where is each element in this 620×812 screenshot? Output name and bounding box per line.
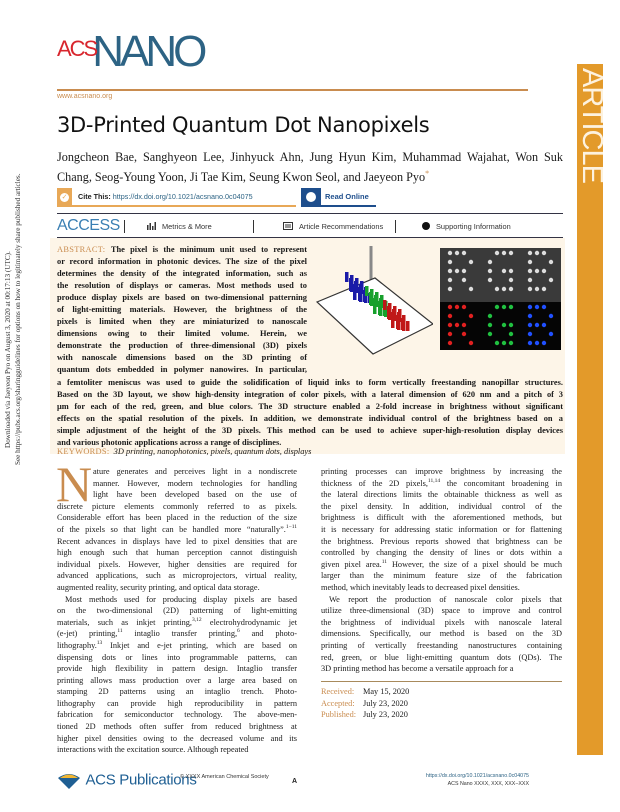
text-line	[57, 686, 297, 698]
pixel-dot	[455, 305, 459, 309]
text-run: We report the production of nanoscale color pixels that	[329, 594, 562, 604]
text-line	[57, 256, 307, 268]
pixel-dot	[535, 305, 539, 309]
pixel-dot	[509, 323, 513, 327]
text-line	[57, 721, 297, 733]
date-received: Received: May 15, 2020	[321, 687, 410, 696]
text-line	[321, 524, 562, 536]
text-run: quantum dots embedded in polymer nanowires. In particular,	[57, 365, 307, 375]
pixel-dot	[549, 332, 553, 336]
pixel-dot	[535, 287, 539, 291]
supporting-info-link[interactable]: Supporting Information	[422, 222, 511, 232]
text-line	[57, 340, 307, 352]
text-run: larger than the minimum feature size of the fabrication	[321, 571, 562, 581]
pixel-dot	[535, 323, 539, 327]
pixel-dot	[502, 305, 506, 309]
text-run: the lateral directions limits the obtainable thickness as well as	[321, 490, 562, 500]
text-run: advanced applications, such as microprojectors, virtual reality,	[57, 571, 297, 581]
text-line	[57, 280, 307, 292]
nanopillar	[387, 306, 391, 319]
text-line	[57, 377, 563, 389]
text-run: determines the density of the integrated information, such as	[57, 269, 307, 279]
pixel-dot	[528, 278, 532, 282]
text-run: interactions with the excitation source. Although repeated	[57, 745, 249, 755]
text-line	[57, 594, 297, 606]
text-line	[321, 466, 562, 478]
author-list: Jongcheon Bae, Sanghyeon Lee, Jinhyuck Ahn, Jung Hyun Kim, Muhammad Wajahat, Won Suk Chang, Seog-Young Yoon, Ji Tae Kim, Seung Kwon Seol, and Jaeyeon Pyo*	[57, 150, 563, 184]
text-run: effects on the spatial resolution of the pixels. In addition, we demonstrate individual control of the brightness based on a	[57, 413, 563, 423]
text-line	[321, 501, 562, 513]
pixel-dot	[509, 341, 513, 345]
date-accepted: Accepted: July 23, 2020	[321, 698, 408, 708]
pixel-dot	[502, 323, 506, 327]
page-footer	[57, 770, 563, 800]
text-run: produce display pixels are based on two-dimensional patterning	[57, 293, 307, 303]
article-type-tab: ARTICLE	[577, 64, 603, 755]
pixel-dot	[542, 323, 546, 327]
pixel-dot	[528, 314, 532, 318]
text-run: a femtoliter meniscus was used to guide the solidification of liquid inks to form vertically freestanding nanopillar structures.	[57, 377, 563, 387]
text-line	[321, 570, 562, 582]
pixel-dot	[448, 251, 452, 255]
pixel-dot	[495, 341, 499, 345]
text-run: given pixel area.	[321, 559, 382, 569]
text-run: Most methods used for producing display pixels are based	[65, 594, 297, 604]
read-online-label: Read Online	[325, 192, 369, 201]
text-line	[321, 617, 562, 629]
download-notice	[4, 173, 34, 465]
pixel-dot	[502, 287, 506, 291]
pixel-dot	[488, 314, 492, 318]
pixel-dot	[549, 314, 553, 318]
doi-link[interactable]: https://dx.doi.org/10.1021/acsnano.0c04075	[112, 192, 253, 201]
text-line	[321, 663, 562, 675]
cite-this	[57, 188, 296, 207]
text-line	[57, 466, 297, 478]
text-run: individual pixels. However, higher densities are required for	[57, 559, 297, 569]
text-line	[321, 640, 562, 652]
text-line	[57, 582, 297, 594]
text-run: method, which inevitably leads to decreased pixel densities.	[321, 582, 520, 592]
nanopillar	[383, 300, 387, 310]
text-line	[57, 352, 307, 364]
text-run: dimensions. Specifically, our method is based on the 3D	[321, 629, 562, 639]
citation-ref[interactable]: 1−11	[285, 523, 297, 530]
pixel-dot	[488, 260, 492, 264]
nanopillar	[378, 301, 382, 315]
text-line	[321, 489, 562, 501]
text-line	[57, 389, 563, 401]
pixel-dot	[448, 260, 452, 264]
pixel-dot	[448, 314, 452, 318]
text-line	[321, 559, 562, 571]
pixel-dot	[502, 341, 506, 345]
text-run: higher pixel densities owing to the decreased volume and its	[57, 733, 297, 743]
text-run: provide high flexibility in pattern design. Intaglio transfer	[57, 664, 297, 674]
pixel-dot	[535, 251, 539, 255]
text-run: intaglio transfer printing,	[122, 629, 238, 639]
pixel-dot	[528, 269, 532, 273]
body-column-left	[57, 466, 297, 756]
pixel-dot	[549, 278, 553, 282]
pixel-dot	[448, 323, 452, 327]
text-line	[57, 268, 307, 280]
text-run: of the pixels so that light can be handled more “naturally”.	[57, 524, 286, 534]
text-run: electrohydrodynamic jet	[201, 617, 298, 627]
nanopillar	[396, 315, 400, 329]
divider	[253, 220, 254, 233]
keywords: KEYWORDS: 3D printing, nanophotonics, pixels, quantum dots, displays	[57, 447, 312, 456]
text-line	[57, 413, 563, 425]
text-run: of light-emitting materials. However, the brightness of the	[57, 305, 307, 315]
nanopillar	[345, 272, 349, 282]
text-line	[57, 292, 307, 304]
citation-ref[interactable]: 11,14	[427, 477, 441, 484]
text-run: the brightness of individual pixels with nanoscale lateral	[321, 617, 562, 627]
journal-logo: ACSNANO	[57, 27, 204, 76]
pixel-dot	[542, 269, 546, 273]
text-line	[321, 594, 562, 606]
pixel-dot	[535, 269, 539, 273]
citation-ref[interactable]: 6	[237, 628, 240, 635]
text-run: discrete picture elements commonly referred to as pixels.	[57, 501, 297, 511]
text-line	[57, 244, 307, 256]
pixel-dot	[528, 251, 532, 255]
text-run: and various photonic applications across a range of disciplines.	[57, 437, 282, 447]
pixel-dot	[488, 269, 492, 273]
text-run: (e-jet) printing,	[57, 629, 118, 639]
text-line	[57, 316, 307, 328]
read-online-button[interactable]	[301, 188, 376, 207]
text-run: lithography can provide high reproducibility in pattern	[57, 698, 297, 708]
text-run: the concomitant broadening in	[440, 478, 562, 488]
nanopillar	[391, 312, 395, 328]
pixel-dot	[542, 287, 546, 291]
pixel-dot	[488, 332, 492, 336]
acs-shield-icon	[57, 770, 81, 790]
drop-cap: N	[56, 456, 93, 512]
pixel-dot	[509, 305, 513, 309]
pixel-dot	[462, 332, 466, 336]
text-run: it is necessary for addressing static information or for flattening	[321, 524, 562, 534]
pixel-dot	[502, 251, 506, 255]
citation-ref[interactable]: 11	[117, 628, 123, 635]
pixel-dot	[542, 341, 546, 345]
text-run: the brightness. Previous reports showed that brightness can be	[321, 536, 562, 546]
pixel-dot	[495, 287, 499, 291]
text-line	[321, 628, 562, 640]
text-run: manner. However, modern technologies for handling	[93, 478, 297, 488]
toc-graphic-3d-pixels	[315, 244, 433, 364]
text-line	[57, 570, 297, 582]
text-line	[57, 628, 297, 640]
text-run: printing processes can improve brightness by increasing the	[321, 467, 562, 476]
text-line	[321, 536, 562, 548]
text-run: The pixel is the minimum unit used to represent	[110, 245, 307, 254]
text-run: on the two-dimensional (2D) patterning of light-emitting	[57, 606, 297, 616]
text-run: red, green, or blue light-emitting quantum dots (QDs). The	[321, 652, 562, 662]
pixel-dot	[509, 251, 513, 255]
text-line	[57, 536, 297, 548]
pixel-dot	[455, 251, 459, 255]
abstract-label: ABSTRACT:	[57, 245, 111, 254]
corresponding-author-mark: *	[425, 168, 430, 178]
pixel-dot	[549, 260, 553, 264]
text-run: the resolution of displays or cameras. Most methods used to	[57, 281, 307, 291]
text-run: lithography.	[57, 640, 97, 650]
text-run: light have been developed based on the use of	[93, 490, 297, 500]
text-run: materials, such as inkjet printing,	[57, 617, 193, 627]
globe-icon	[301, 188, 321, 206]
text-run: μm for each of the red, green, and blue colors. The 3D structure enabled a 2-fold increase in brightness without significant	[57, 401, 563, 411]
text-run: stamping 2D patterns using an intaglio trench. Photo-	[57, 687, 297, 697]
text-run: ature generates and perceives light in a nondiscrete	[93, 467, 297, 476]
text-line	[57, 617, 297, 629]
pixel-dot	[455, 269, 459, 273]
date-published: Published: July 23, 2020	[321, 710, 408, 719]
text-run: Inkjet and e-jet printing, which are based on	[102, 640, 297, 650]
pixel-dot	[509, 278, 513, 282]
page-title: 3D-Printed Quantum Dot Nanopixels	[57, 113, 430, 137]
citation-ref[interactable]: 3,12	[192, 616, 202, 623]
text-line	[57, 640, 297, 652]
text-line	[321, 547, 562, 559]
supporting-info-icon	[422, 222, 430, 232]
text-run: with nanoscale dimensions based on the 3D printing of	[57, 353, 307, 363]
nanopillar	[373, 298, 377, 314]
copyright: © XXXX American Chemical Society	[180, 774, 269, 780]
text-line	[57, 524, 297, 536]
download-notice-line: Downloaded via Jaeyeon Pyo on August 3, 2020 at 00:17:13 (UTC).	[4, 251, 12, 449]
bar-chart-icon	[147, 222, 156, 232]
text-run: controlled by changing the density of lines or dots within a	[321, 548, 562, 558]
pixel-dot	[528, 260, 532, 264]
nanopillar	[349, 278, 353, 291]
pixel-dot	[462, 323, 466, 327]
nanopillar	[401, 318, 405, 330]
nanopillar	[365, 286, 369, 296]
text-line	[57, 304, 307, 316]
pixel-dot	[448, 278, 452, 282]
pixel-dot	[528, 287, 532, 291]
pixel-dot	[542, 305, 546, 309]
access-label: ACCESS	[57, 217, 120, 234]
text-run: augmented reality, security printing, and optical data storage.	[57, 582, 260, 592]
pixel-dot	[509, 287, 513, 291]
metrics-link[interactable]: Metrics & More	[147, 222, 212, 232]
text-line	[57, 675, 297, 687]
text-line	[57, 547, 297, 559]
divider	[395, 220, 396, 233]
text-line	[57, 709, 297, 721]
dates-rule	[321, 681, 562, 682]
text-run: tioned 2D methods often suffer from reduced brightness at	[57, 722, 297, 732]
check-icon: ✓	[57, 188, 72, 206]
text-line	[57, 559, 297, 571]
access-bar	[57, 213, 563, 238]
text-line	[57, 425, 563, 437]
text-run: thickness of the 2D pixels,	[321, 478, 428, 488]
text-run: pixels is limited when they are miniaturized to nanoscale	[57, 317, 307, 327]
document-icon	[283, 222, 293, 232]
text-run: demonstrate the production of three-dimensional (3D) pixels	[57, 341, 307, 351]
text-line	[57, 328, 307, 340]
text-line	[57, 663, 297, 675]
pixel-dot	[448, 287, 452, 291]
nanopillar	[406, 321, 410, 331]
header-rule	[57, 89, 528, 91]
pixel-dot	[448, 341, 452, 345]
pixel-dot	[462, 269, 466, 273]
text-line	[321, 478, 562, 490]
citation-ref[interactable]: 11	[381, 558, 388, 565]
pixel-dot	[535, 341, 539, 345]
pixel-dot	[528, 305, 532, 309]
text-run: the pixel density. In addition, individual control of the	[321, 501, 562, 511]
recommendations-link[interactable]: Article Recommendations	[283, 222, 383, 232]
pixel-dot	[462, 251, 466, 255]
text-run: or record information in photonic devices. The size of the pixel	[57, 257, 307, 267]
cite-label: Cite This:	[78, 192, 111, 201]
pixel-dot	[509, 269, 513, 273]
text-line	[57, 605, 297, 617]
pixel-dot	[462, 305, 466, 309]
journal-url[interactable]: www.acsnano.org	[57, 93, 113, 100]
text-line	[57, 512, 297, 524]
text-line	[321, 652, 562, 664]
text-line	[57, 364, 307, 376]
pixel-dot	[528, 332, 532, 336]
text-line	[321, 605, 562, 617]
text-line	[321, 512, 562, 524]
pixel-dot	[448, 269, 452, 273]
footer-doi-link[interactable]: https://dx.doi.org/10.1021/acsnano.0c04075	[425, 773, 529, 779]
text-run: dimensions owing to their limited volume. Herein, we	[57, 329, 307, 339]
abstract-text-left	[57, 244, 307, 377]
text-run: brightness is difficult with the aforementioned methods, but	[321, 513, 562, 523]
pixel-dot	[469, 341, 473, 345]
text-line	[57, 744, 297, 756]
page-number: A	[292, 778, 298, 785]
text-line	[57, 489, 297, 501]
body-column-right	[321, 466, 562, 675]
nanopillar	[369, 292, 373, 305]
pixel-dot	[528, 323, 532, 327]
pixel-dot	[488, 278, 492, 282]
citation-ref[interactable]: 13	[96, 639, 103, 646]
text-line	[57, 652, 297, 664]
text-run: printing of vertically freestanding nanostructures containing	[321, 640, 562, 650]
text-line	[57, 733, 297, 745]
text-run: high enough such that human perception cannot distinguish	[57, 548, 297, 558]
pixel-dot	[495, 305, 499, 309]
divider	[124, 220, 125, 233]
text-run: utilize three-dimensional (3D) space to improve and control	[321, 606, 562, 616]
pixel-dot	[542, 251, 546, 255]
text-run: Recent advances in displays have led to pixel densities that are	[57, 536, 297, 546]
text-run: dispensing dots or lines into programmable patterns, can	[57, 652, 297, 662]
pixel-dot	[469, 260, 473, 264]
text-line	[57, 478, 297, 490]
text-line	[57, 401, 563, 413]
text-run: simple adjustment of the height of the 3D pixels. This method can be used to achieve super-high-resolution display devices	[57, 425, 563, 435]
pixel-dot	[469, 287, 473, 291]
text-line	[57, 501, 297, 513]
toc-graphic-rgb-image	[440, 248, 561, 350]
sharing-notice-line: See https://pubs.acs.org/sharingguidelines for options on how to legitimately share published articles.	[14, 173, 22, 465]
text-run: 3D printing method has become a versatile approach for a	[321, 664, 514, 674]
acs-publications-logo: ACS Publications	[57, 770, 197, 790]
footer-citation: ACS Nano XXXX, XXX, XXX−XXX	[447, 781, 529, 787]
pixel-dot	[502, 269, 506, 273]
nanopillar	[358, 287, 362, 301]
text-line	[321, 582, 562, 594]
text-run: printing allows mass production over a large area based on	[57, 675, 297, 685]
text-line	[57, 698, 297, 710]
pixel-dot	[455, 323, 459, 327]
pixel-dot	[495, 251, 499, 255]
pixel-dot	[462, 278, 466, 282]
pixel-dot	[509, 332, 513, 336]
pixel-dot	[448, 332, 452, 336]
pixel-dot	[469, 314, 473, 318]
pixel-dot	[528, 341, 532, 345]
publication-dates	[321, 686, 409, 721]
abstract-text-full	[57, 377, 563, 449]
text-run: Based on the 3D layout, we show high-density integration of color pixels, with a lateral dimension of 620 nm and a pitch of 3	[57, 389, 563, 399]
pixel-dot	[488, 323, 492, 327]
nanopillar	[353, 284, 357, 300]
pixel-dot	[448, 305, 452, 309]
text-run: fabrication for semiconductor technology. The above-men-	[57, 710, 297, 720]
text-run: Considerable effort has been placed in the reduction of the size	[57, 513, 297, 523]
text-run: and photo-	[239, 629, 297, 639]
text-run: However, the size of a pixel should be much	[387, 559, 562, 569]
